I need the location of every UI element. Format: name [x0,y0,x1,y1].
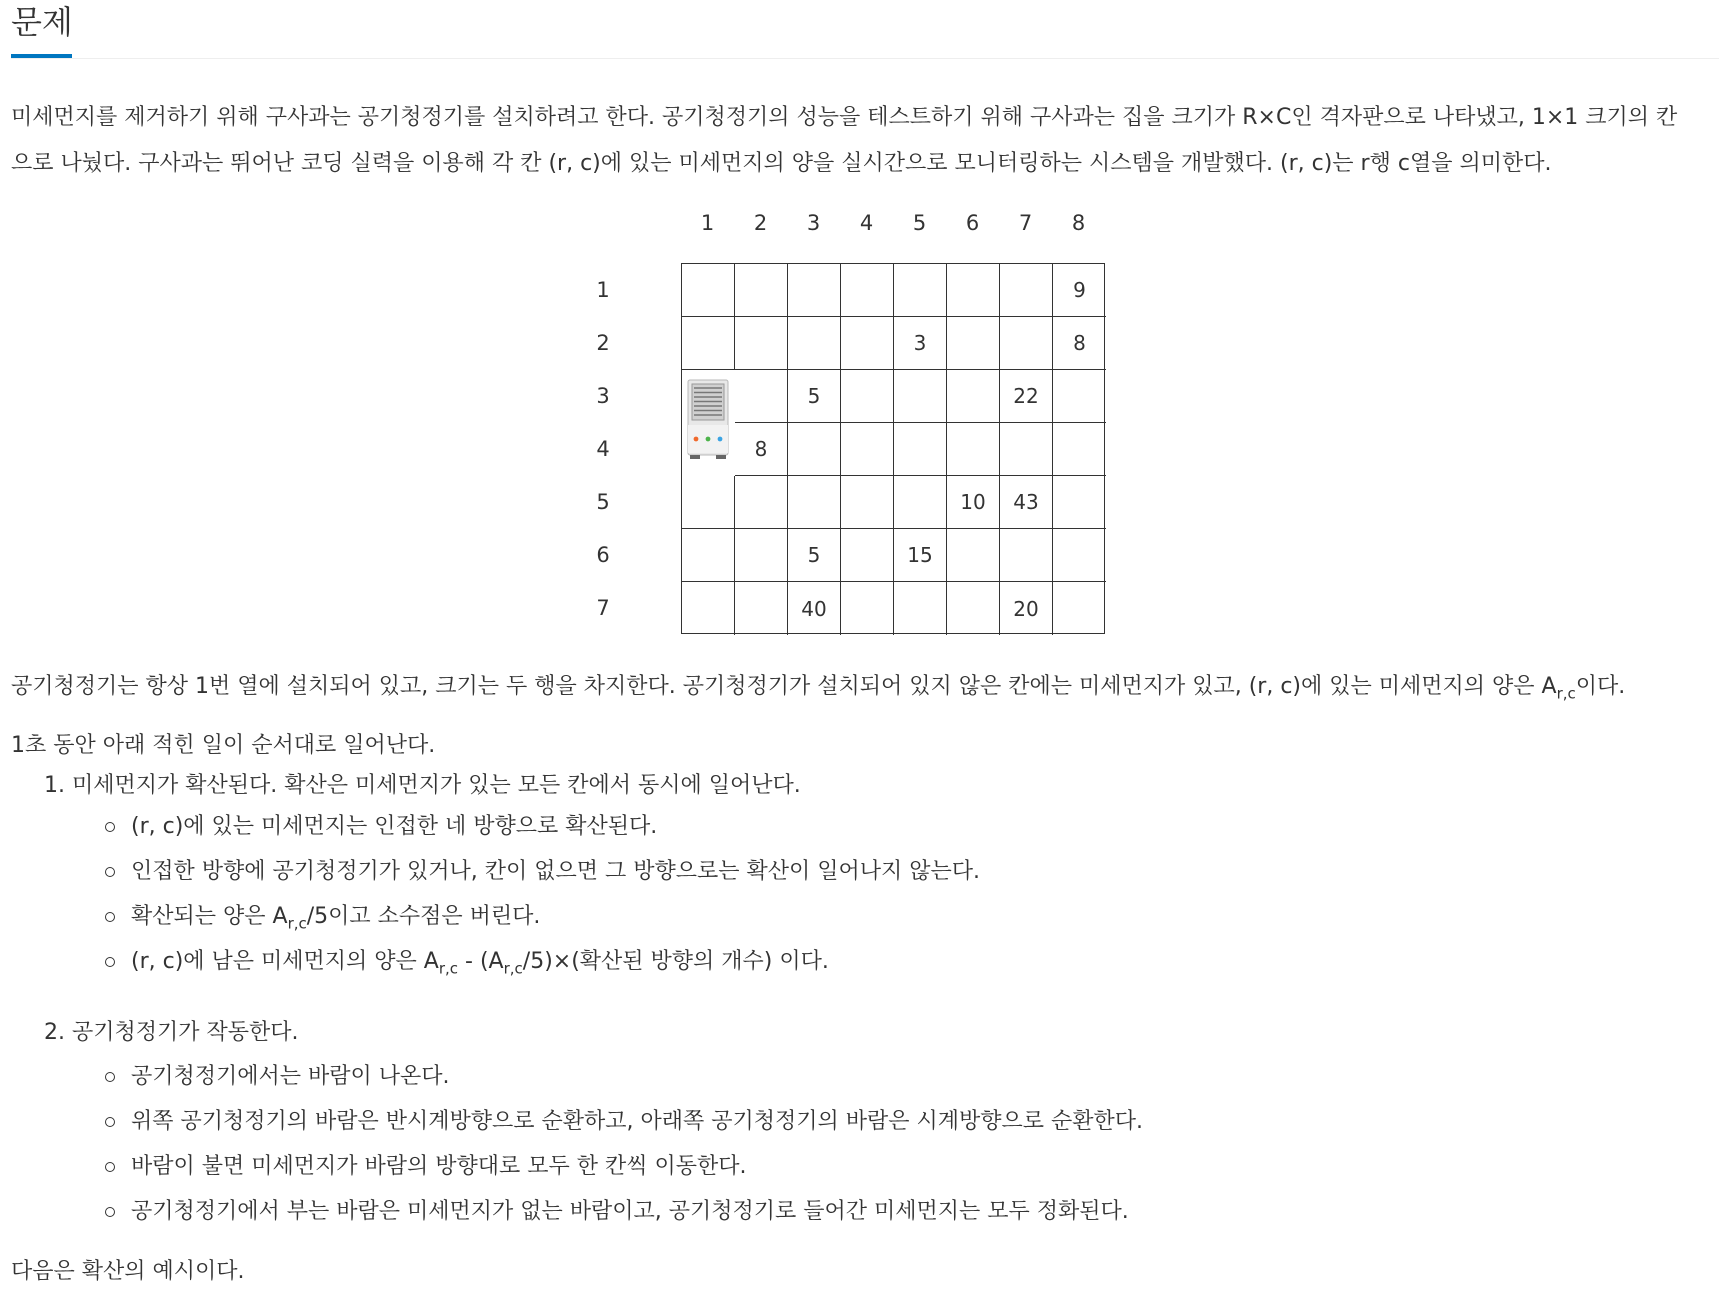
sub4-part-b: - (A [458,949,504,974]
row-label: 5 [596,489,610,514]
grid-cell [1053,582,1106,635]
column-label: 1 [700,211,715,235]
bullet-icon [105,912,115,922]
grid-cell [788,264,841,317]
grid-cell [894,264,947,317]
grid-cell [841,582,894,635]
grid-cell [1053,423,1106,476]
grid-cell [947,529,1000,582]
bullet-icon [105,1162,115,1172]
bullet-icon [105,822,115,832]
grid-cell [841,370,894,423]
grid-cell [894,476,947,529]
grid-cell [788,317,841,370]
grid-cell [682,317,735,370]
grid-cell [947,317,1000,370]
purifier-description-end: 이다. [1575,674,1626,699]
grid-cell [735,317,788,370]
column-label: 8 [1071,211,1086,235]
grid-board [681,263,1105,634]
subscript-rc: r,c [438,959,459,978]
intro-line-1: 미세먼지를 제거하기 위해 구사과는 공기청정기를 설치하려고 한다. 공기청정기의 성능을 테스트하기 위해 구사과는 집을 크기가 R×C인 격자판으로 나타냈고, 1×1 크기의 칸 [11,105,1678,130]
grid-cell [841,317,894,370]
sub3-part-a: 확산되는 양은 A [131,904,288,929]
step-1-sub-2-text: 인접한 방향에 공기청정기가 있거나, 칸이 없으면 그 방향으로는 확산이 일어나지 않는다. [131,859,980,884]
column-label: 3 [806,211,821,235]
grid-cell [735,370,788,423]
column-label: 5 [912,211,927,235]
grid-cell [841,423,894,476]
grid-cell [682,264,735,317]
row-label: 7 [596,595,610,620]
step-2-sub-2-text: 위쪽 공기청정기의 바람은 반시계방향으로 순환하고, 아래쪽 공기청정기의 바람은 시계방향으로 순환한다. [131,1109,1144,1134]
intro-paragraph [11,95,1711,187]
sub3-part-b: /5이고 소수점은 버린다. [306,904,541,929]
grid-cell: 43 [1000,476,1053,529]
grid-cell [947,370,1000,423]
grid-cell [1053,529,1106,582]
row-label: 4 [596,436,610,461]
column-label: 2 [753,211,768,235]
grid-cell: 9 [1053,264,1106,317]
step-1-sub-4-text [131,944,829,986]
grid-cell: 8 [1053,317,1106,370]
section-title: 문제 [11,3,73,41]
bullet-icon [105,957,115,967]
column-label: 7 [1018,211,1033,235]
grid-cell [841,476,894,529]
subscript-rc: r,c [287,914,307,933]
row-label: 3 [596,383,610,408]
grid-cell [894,582,947,635]
column-label: 6 [965,211,980,235]
grid-cell [735,529,788,582]
grid-cell [682,529,735,582]
diffusion-example-intro: 다음은 확산의 예시이다. [11,1259,245,1284]
step-2: 2. 공기청정기가 작동한다. [44,1020,299,1045]
bullet-icon [105,1207,115,1217]
grid-cell: 15 [894,529,947,582]
grid-cell [788,423,841,476]
grid-cell [841,264,894,317]
bullet-icon [105,1117,115,1127]
title-underline [11,54,72,58]
bullet-icon [105,1072,115,1082]
purifier-description [11,664,1711,716]
grid-cell [735,264,788,317]
grid-cell [682,582,735,635]
grid-cell: 20 [1000,582,1053,635]
grid-cell: 40 [788,582,841,635]
grid-cell: 10 [947,476,1000,529]
grid-cell [947,264,1000,317]
row-label: 1 [596,277,610,302]
per-second-intro: 1초 동안 아래 적힌 일이 순서대로 일어난다. [11,733,436,758]
grid-cell [1000,317,1053,370]
grid-cell [894,423,947,476]
grid-cell: 22 [1000,370,1053,423]
section-header [11,0,1719,59]
grid-cell: 5 [788,370,841,423]
grid-cell [735,476,788,529]
sub4-part-a: (r, c)에 남은 미세먼지의 양은 A [131,949,439,974]
grid-cell: 5 [788,529,841,582]
step-1-sub-3-text [131,899,540,941]
grid-cell: 3 [894,317,947,370]
row-label: 2 [596,330,610,355]
grid-cell [947,423,1000,476]
step-1-sub-1-text: (r, c)에 있는 미세먼지는 인접한 네 방향으로 확산된다. [131,814,658,839]
grid-cell [1000,529,1053,582]
grid-cell [735,582,788,635]
row-label: 6 [596,542,610,567]
grid-cell: 8 [735,423,788,476]
grid-cell [788,476,841,529]
grid-cell [1053,370,1106,423]
bullet-icon [105,867,115,877]
subscript-rc: r,c [1556,684,1576,703]
grid-cell [841,529,894,582]
air-purifier-icon [682,370,735,476]
column-label: 4 [859,211,874,235]
grid-cell [1053,476,1106,529]
grid-figure [596,200,1115,660]
subscript-rc: r,c [503,959,523,978]
intro-line-2: 으로 나눴다. 구사과는 뛰어난 코딩 실력을 이용해 각 칸 (r, c)에 있는 미세먼지의 양을 실시간으로 모니터링하는 시스템을 개발했다. (r, c)는 r행 c열을 의미한다. [11,151,1552,176]
grid-cell [682,476,735,529]
sub4-part-c: /5)×(확산된 방향의 개수) 이다. [522,949,829,974]
step-1: 1. 미세먼지가 확산된다. 확산은 미세먼지가 있는 모든 칸에서 동시에 일어난다. [44,773,801,798]
step-2-sub-1-text: 공기청정기에서는 바람이 나온다. [131,1064,450,1089]
grid-cell [1000,423,1053,476]
grid-cell [894,370,947,423]
purifier-description-text: 공기청정기는 항상 1번 열에 설치되어 있고, 크기는 두 행을 차지한다. 공기청정기가 설치되어 있지 않은 칸에는 미세먼지가 있고, (r, c)에 있는 미세먼지의 양은 A [11,674,1557,699]
grid-cell [947,582,1000,635]
step-2-sub-3-text: 바람이 불면 미세먼지가 바람의 방향대로 모두 한 칸씩 이동한다. [131,1154,747,1179]
grid-cell [1000,264,1053,317]
step-2-sub-4-text: 공기청정기에서 부는 바람은 미세먼지가 없는 바람이고, 공기청정기로 들어간 미세먼지는 모두 정화된다. [131,1199,1129,1224]
